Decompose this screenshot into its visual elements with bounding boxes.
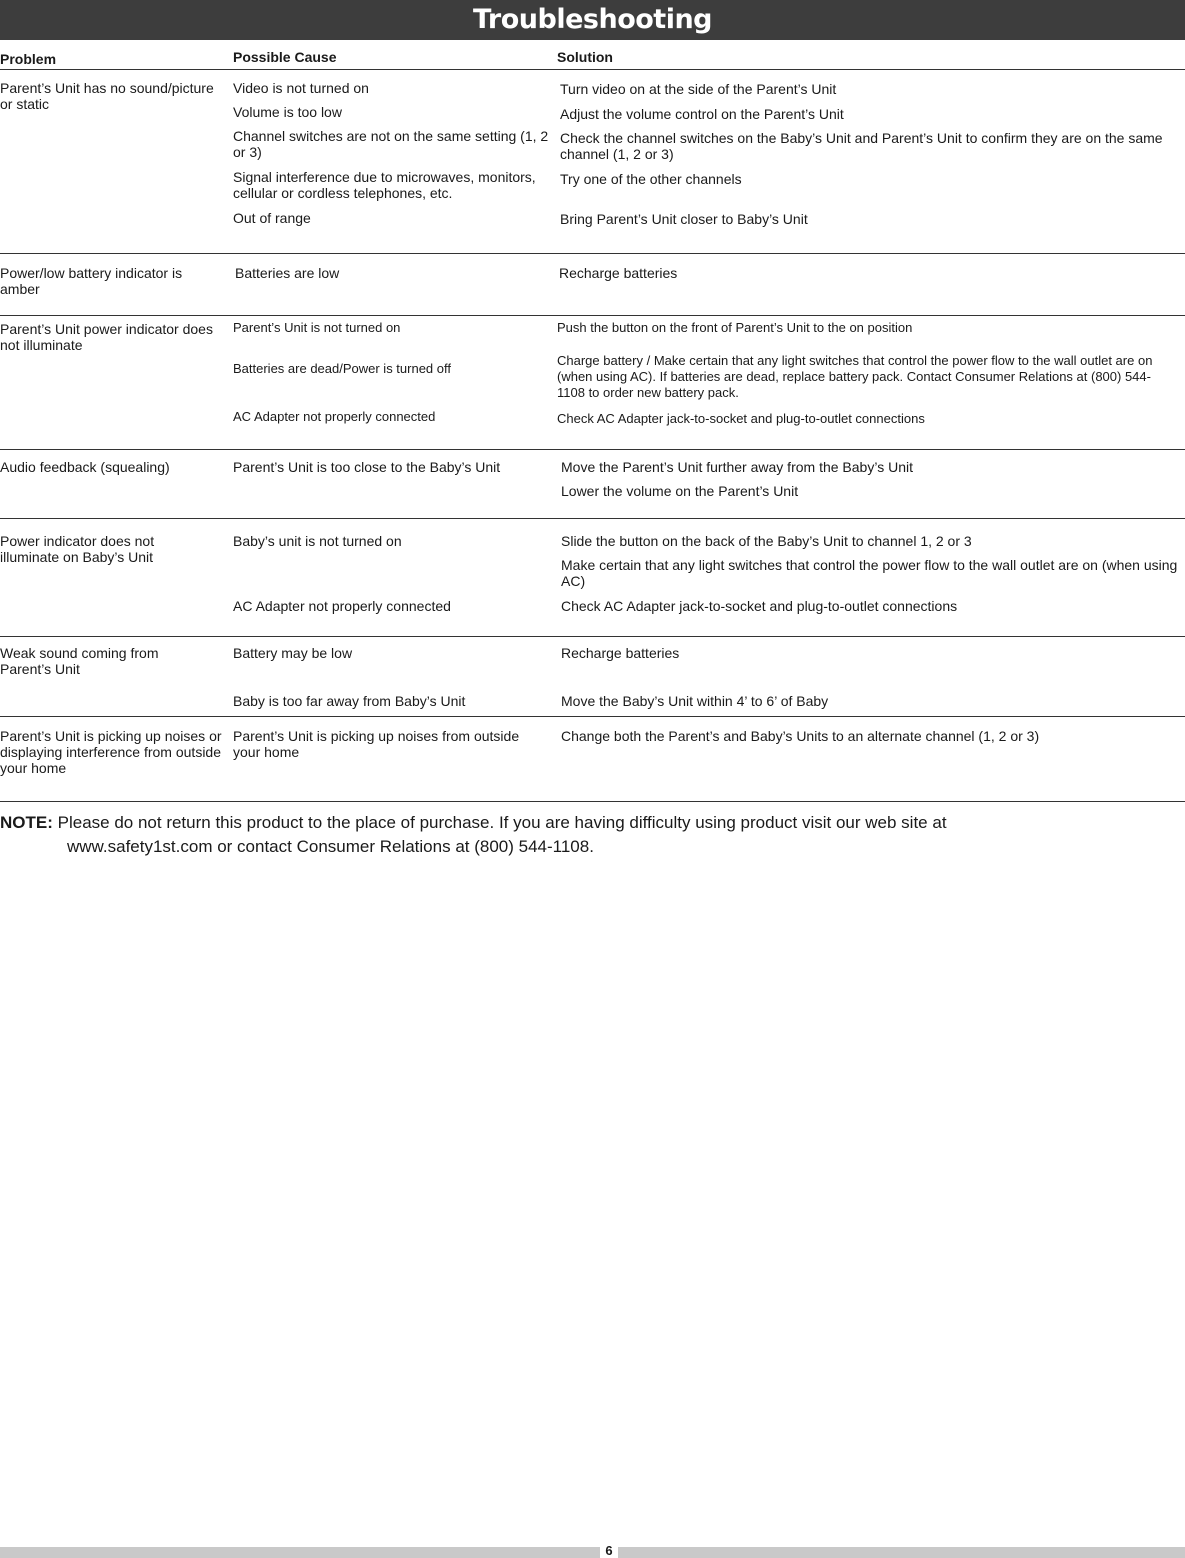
row-solution: Charge battery / Make certain that any light switches that control the power flow to the wall outlet are on (when using AC). If batteries are dead, replace battery pack. Contact Consumer Relations at (800) 544-1108 to order new battery pack. <box>557 353 1153 400</box>
row-cause: Out of range <box>233 210 311 226</box>
row-solution: Move the Baby’s Unit within 4’ to 6’ of Baby <box>561 693 829 709</box>
row-solution: Check the channel switches on the Baby’s Unit and Parent’s Unit to confirm they are on the same channel (1, 2 or 3) <box>560 130 1163 162</box>
row-cause: Battery may be low <box>233 645 353 661</box>
row-cause: Parent’s Unit is not turned on <box>233 320 401 335</box>
table-header <box>0 49 1185 69</box>
column-header-problem: Problem <box>0 51 57 67</box>
note-text-line2: www.safety1st.com or contact Consumer Relations at (800) 544-1108. <box>67 837 594 856</box>
page-title: Troubleshooting <box>472 4 713 35</box>
divider <box>0 518 1185 519</box>
row-cause: Batteries are low <box>235 265 340 281</box>
row-solution: Slide the button on the back of the Baby’s Unit to channel 1, 2 or 3 <box>561 533 972 549</box>
note-label: NOTE: <box>0 813 53 832</box>
row-solution: Check AC Adapter jack-to-socket and plug-to-outlet connections <box>561 598 958 614</box>
row-solution: Move the Parent’s Unit further away from the Baby’s Unit <box>561 459 913 475</box>
note <box>0 811 1120 859</box>
row-problem: Power/low battery indicator is amber <box>0 265 183 297</box>
row-solution: Change both the Parent’s and Baby’s Units to an alternate channel (1, 2 or 3) <box>561 728 1040 744</box>
row-problem: Parent’s Unit has no sound/picture or static <box>0 80 214 112</box>
column-header-solution: Solution <box>557 49 613 65</box>
row-cause: Parent’s Unit is picking up noises from outside your home <box>233 728 520 760</box>
row-solution: Push the button on the front of Parent’s Unit to the on position <box>557 320 913 335</box>
row-problem: Audio feedback (squealing) <box>0 459 170 475</box>
page-number: 6 <box>600 1544 618 1558</box>
row-cause: AC Adapter not properly connected <box>233 598 451 614</box>
row-cause: Baby’s unit is not turned on <box>233 533 402 549</box>
row-problem: Power indicator does not illuminate on Baby’s Unit <box>0 533 155 565</box>
divider <box>0 449 1185 450</box>
note-text-line1: Please do not return this product to the place of purchase. If you are having difficulty using product visit our web site at <box>57 813 947 832</box>
row-solution: Lower the volume on the Parent’s Unit <box>561 483 799 499</box>
row-solution: Recharge batteries <box>559 265 678 281</box>
title-bar <box>0 0 1185 40</box>
divider <box>0 716 1185 717</box>
divider <box>0 315 1185 316</box>
row-problem: Weak sound coming from Parent’s Unit <box>0 645 159 677</box>
divider <box>0 801 1185 802</box>
row-solution: Turn video on at the side of the Parent’s Unit <box>560 81 837 97</box>
divider <box>0 636 1185 637</box>
row-problem: Parent’s Unit power indicator does not illuminate <box>0 321 213 353</box>
column-header-cause: Possible Cause <box>233 49 337 65</box>
row-solution: Adjust the volume control on the Parent’s Unit <box>560 106 844 122</box>
row-cause: Channel switches are not on the same setting (1, 2 or 3) <box>233 128 549 160</box>
row-cause: Batteries are dead/Power is turned off <box>233 361 451 376</box>
row-cause: Parent’s Unit is too close to the Baby’s Unit <box>233 459 501 475</box>
footer-bar <box>0 1547 1185 1558</box>
divider <box>0 69 1185 70</box>
divider <box>0 253 1185 254</box>
row-cause: Signal interference due to microwaves, monitors, cellular or cordless telephones, etc. <box>233 169 536 201</box>
row-solution: Make certain that any light switches that control the power flow to the wall outlet are on (when using AC) <box>561 557 1178 589</box>
row-cause: Volume is too low <box>233 104 342 120</box>
row-problem: Parent’s Unit is picking up noises or displaying interference from outside your home <box>0 728 222 776</box>
row-solution: Check AC Adapter jack-to-socket and plug-to-outlet connections <box>557 411 925 426</box>
row-solution: Bring Parent’s Unit closer to Baby’s Unit <box>560 211 808 227</box>
row-solution: Recharge batteries <box>561 645 680 661</box>
row-cause: Baby is too far away from Baby’s Unit <box>233 693 466 709</box>
row-cause: AC Adapter not properly connected <box>233 409 436 424</box>
row-cause: Video is not turned on <box>233 80 369 96</box>
row-solution: Try one of the other channels <box>560 171 742 187</box>
